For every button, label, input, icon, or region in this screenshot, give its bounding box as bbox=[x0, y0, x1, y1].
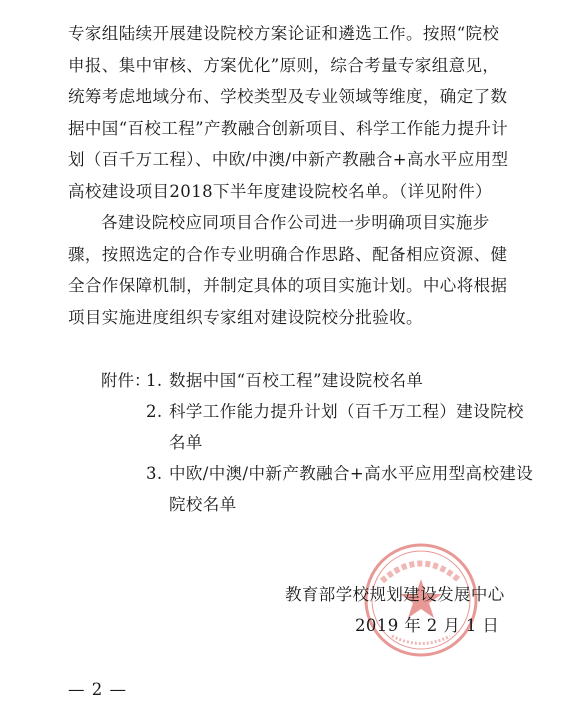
attachments-label: 附件： bbox=[101, 371, 151, 390]
attachment-number: 2. bbox=[146, 402, 163, 421]
attachment-text: 数据中国“百校工程”建设院校名单 bbox=[169, 371, 424, 390]
attachment-item-2 bbox=[146, 396, 536, 458]
page-number: — 2 — bbox=[68, 680, 127, 699]
attachment-item-3 bbox=[146, 458, 536, 520]
issue-date: 2019 年 2 月 1 日 bbox=[355, 616, 500, 635]
attachment-text: 中欧/中澳/中新产教融合+高水平应用型高校建设 bbox=[169, 464, 534, 483]
attachment-number: 3. bbox=[146, 464, 163, 483]
attachment-text: 科学工作能力提升计划（百千万工程）建设院校 bbox=[169, 402, 524, 421]
issuer-name: 教育部学校规划建设发展中心 bbox=[285, 585, 505, 604]
attachment-number: 1. bbox=[146, 371, 163, 390]
attachment-text-continued: 院校名单 bbox=[169, 495, 237, 514]
paragraph-1: 专家组陆续开展建设院校方案论证和遴选工作。按照“院校申报、集中审核、方案优化”原则，综合考量专家组意见，统筹考虑地域分布、学校类型及专业领域等维度，确定了数据中国“百校工程”产教融合创新项目、科学工作能力提升计划（百千万工程）、中欧/中澳/中新产教融合+高水平应用型高校建设项目2018下半年度建设院校名单。（详见附件） bbox=[68, 24, 509, 201]
paragraph-2: 各建设院校应同项目合作公司进一步明确项目实施步骤，按照选定的合作专业明确合作思路、配备相应资源、健全合作保障机制，并制定具体的项目实施计划。中心将根据项目实施进度组织专家组对建设院校分批验收。 bbox=[68, 213, 508, 327]
attachment-text-continued: 名单 bbox=[169, 433, 203, 452]
attachment-item-1 bbox=[146, 365, 536, 396]
